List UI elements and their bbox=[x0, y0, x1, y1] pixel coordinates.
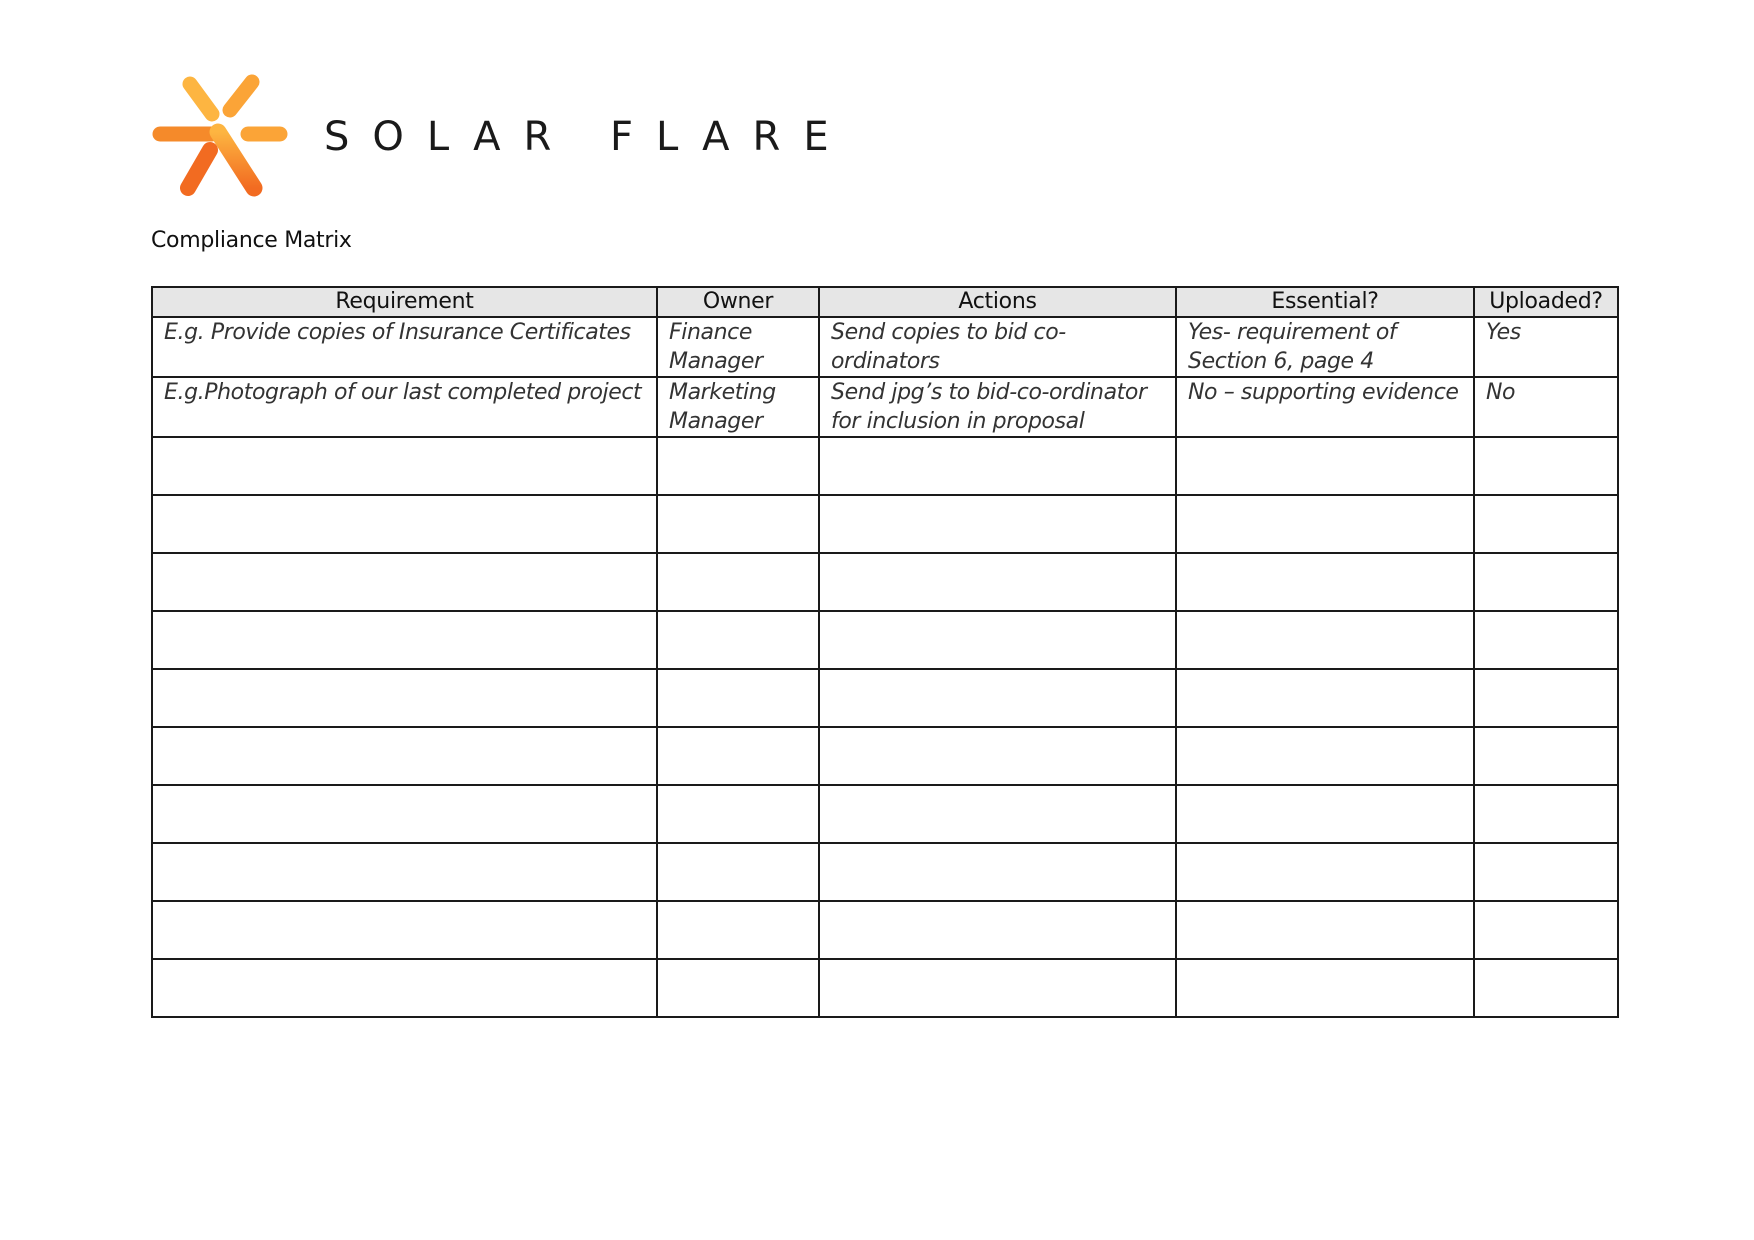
cell-uploaded[interactable]: No bbox=[1474, 377, 1618, 437]
cell-essential[interactable] bbox=[1176, 901, 1474, 959]
cell-actions[interactable]: Send copies to bid co-ordinators bbox=[819, 317, 1176, 377]
cell-essential[interactable] bbox=[1176, 959, 1474, 1017]
cell-actions[interactable]: Send jpg’s to bid-co-ordinator for inclusion in proposal bbox=[819, 377, 1176, 437]
cell-requirement[interactable] bbox=[152, 727, 657, 785]
cell-owner[interactable] bbox=[657, 727, 819, 785]
cell-requirement[interactable] bbox=[152, 553, 657, 611]
header-actions: Actions bbox=[819, 287, 1176, 317]
table-row bbox=[152, 495, 1618, 553]
cell-actions[interactable] bbox=[819, 785, 1176, 843]
cell-uploaded[interactable] bbox=[1474, 669, 1618, 727]
cell-requirement[interactable] bbox=[152, 785, 657, 843]
table-row bbox=[152, 669, 1618, 727]
cell-owner[interactable]: Marketing Manager bbox=[657, 377, 819, 437]
header-essential: Essential? bbox=[1176, 287, 1474, 317]
cell-owner[interactable] bbox=[657, 901, 819, 959]
cell-uploaded[interactable] bbox=[1474, 437, 1618, 495]
table-row bbox=[152, 785, 1618, 843]
cell-requirement[interactable] bbox=[152, 611, 657, 669]
cell-actions[interactable] bbox=[819, 727, 1176, 785]
cell-owner[interactable] bbox=[657, 785, 819, 843]
table-row bbox=[152, 377, 1618, 437]
table-row bbox=[152, 901, 1618, 959]
table-row bbox=[152, 317, 1618, 377]
table-row bbox=[152, 843, 1618, 901]
header-uploaded: Uploaded? bbox=[1474, 287, 1618, 317]
header-requirement: Requirement bbox=[152, 287, 657, 317]
cell-uploaded[interactable]: Yes bbox=[1474, 317, 1618, 377]
cell-essential[interactable] bbox=[1176, 495, 1474, 553]
cell-actions[interactable] bbox=[819, 437, 1176, 495]
cell-owner[interactable] bbox=[657, 843, 819, 901]
cell-essential[interactable] bbox=[1176, 843, 1474, 901]
cell-owner[interactable] bbox=[657, 959, 819, 1017]
table-row bbox=[152, 437, 1618, 495]
cell-actions[interactable] bbox=[819, 669, 1176, 727]
brand-logo bbox=[150, 72, 852, 202]
page-title: Compliance Matrix bbox=[151, 228, 352, 253]
cell-owner[interactable] bbox=[657, 495, 819, 553]
brand-wordmark: SOLAR FLARE bbox=[324, 114, 852, 160]
cell-requirement[interactable] bbox=[152, 669, 657, 727]
cell-owner[interactable] bbox=[657, 611, 819, 669]
cell-actions[interactable] bbox=[819, 901, 1176, 959]
cell-essential[interactable] bbox=[1176, 785, 1474, 843]
cell-owner[interactable]: Finance Manager bbox=[657, 317, 819, 377]
cell-requirement[interactable] bbox=[152, 901, 657, 959]
cell-requirement[interactable] bbox=[152, 495, 657, 553]
cell-essential[interactable] bbox=[1176, 727, 1474, 785]
cell-owner[interactable] bbox=[657, 437, 819, 495]
header-owner: Owner bbox=[657, 287, 819, 317]
cell-actions[interactable] bbox=[819, 959, 1176, 1017]
cell-actions[interactable] bbox=[819, 611, 1176, 669]
table-header-row bbox=[152, 287, 1618, 317]
cell-uploaded[interactable] bbox=[1474, 727, 1618, 785]
table-row bbox=[152, 959, 1618, 1017]
cell-uploaded[interactable] bbox=[1474, 495, 1618, 553]
cell-uploaded[interactable] bbox=[1474, 843, 1618, 901]
cell-requirement[interactable] bbox=[152, 437, 657, 495]
cell-actions[interactable] bbox=[819, 553, 1176, 611]
solar-flare-starburst-icon bbox=[150, 72, 290, 202]
cell-requirement[interactable]: E.g. Provide copies of Insurance Certificates bbox=[152, 317, 657, 377]
cell-owner[interactable] bbox=[657, 553, 819, 611]
cell-essential[interactable] bbox=[1176, 553, 1474, 611]
cell-requirement[interactable]: E.g.Photograph of our last completed project bbox=[152, 377, 657, 437]
cell-owner[interactable] bbox=[657, 669, 819, 727]
cell-uploaded[interactable] bbox=[1474, 785, 1618, 843]
cell-uploaded[interactable] bbox=[1474, 959, 1618, 1017]
table-row bbox=[152, 553, 1618, 611]
cell-uploaded[interactable] bbox=[1474, 553, 1618, 611]
table-row bbox=[152, 727, 1618, 785]
cell-essential[interactable] bbox=[1176, 669, 1474, 727]
cell-essential[interactable] bbox=[1176, 437, 1474, 495]
cell-requirement[interactable] bbox=[152, 843, 657, 901]
cell-essential[interactable]: Yes- requirement of Section 6, page 4 bbox=[1176, 317, 1474, 377]
table-row bbox=[152, 611, 1618, 669]
compliance-matrix-table bbox=[151, 286, 1619, 1018]
cell-actions[interactable] bbox=[819, 495, 1176, 553]
cell-requirement[interactable] bbox=[152, 959, 657, 1017]
cell-actions[interactable] bbox=[819, 843, 1176, 901]
cell-uploaded[interactable] bbox=[1474, 901, 1618, 959]
cell-essential[interactable]: No – supporting evidence bbox=[1176, 377, 1474, 437]
cell-uploaded[interactable] bbox=[1474, 611, 1618, 669]
cell-essential[interactable] bbox=[1176, 611, 1474, 669]
